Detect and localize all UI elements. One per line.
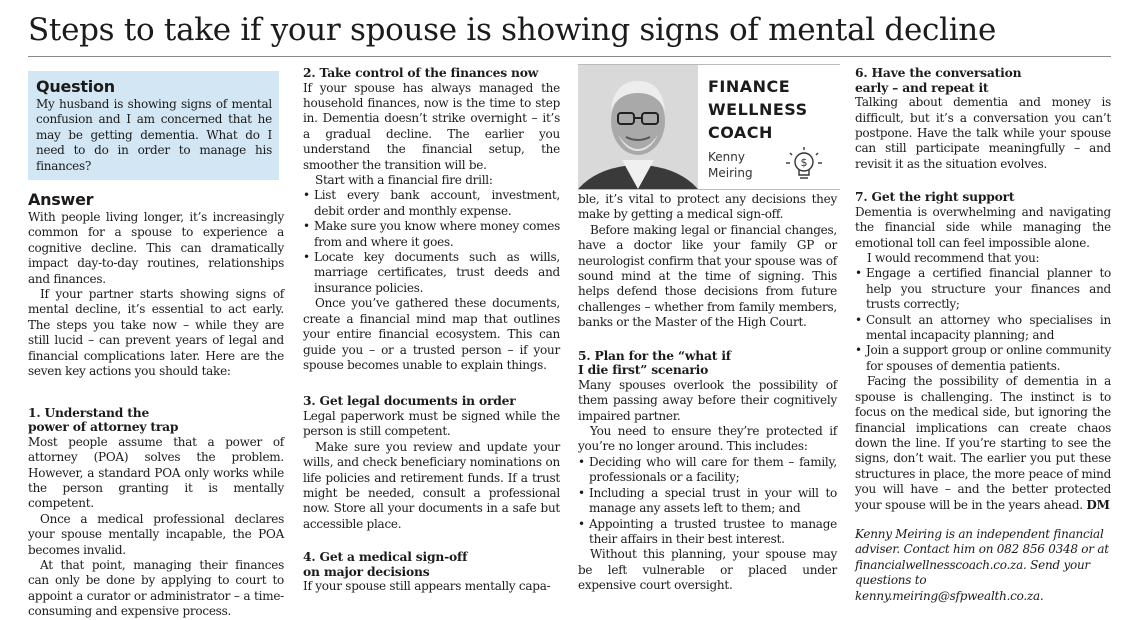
section-4-paragraph-1-start: If your spouse still appears mentally capa-	[303, 579, 551, 594]
list-item: • Engage a certified financial planner to help you structure your finances and trusts correctly;	[855, 266, 1111, 312]
list-item: • Make sure you know where money comes from and where it goes.	[303, 219, 560, 250]
section-7-paragraph-3	[855, 374, 1111, 513]
section-7-paragraph-3-text: Facing the possibility of dementia in a spouse is challenging. The instinct is to focus on the medical side, but ignoring the financial implications can create chaos down the line. If you’re starting to see the signs, don’t wait. The earlier you put these structures in place, the more peace of mind you will have – and the better protected your spouse will be in the years ahead.	[855, 374, 1111, 512]
section-7-paragraph-2: I would recommend that you:	[867, 251, 1040, 266]
question-label: Question	[36, 77, 115, 96]
section-3-paragraph-1: Legal paperwork must be signed while the person is still competent.	[303, 408, 560, 439]
answer-label: Answer	[28, 190, 94, 210]
section-2-paragraph-2: Start with a financial fire drill:	[315, 173, 493, 188]
coach-title-line-3: COACH	[708, 123, 773, 142]
headline-divider	[28, 56, 1111, 57]
section-5-heading-line-2: I die first” scenario	[578, 362, 709, 378]
article-headline: Steps to take if your spouse is showing signs of mental decline	[28, 12, 997, 48]
list-item: • Appointing a trusted trustee to manage their affairs in their best interest.	[578, 517, 837, 548]
section-1-paragraph-3: At that point, managing their finances can only be done by applying to court to appoint a curator or administrator – a time-consuming and expensive process.	[28, 557, 284, 619]
section-2-bullet-list	[303, 188, 560, 296]
answer-intro-paragraph: With people living longer, it’s increasingly common for a spouse to experience a cognitive decline. This can dramatically impact day-to-day routines, relationships and finances.	[28, 210, 284, 286]
section-6-heading-line-1: 6. Have the conversation	[855, 65, 1022, 80]
column-2	[303, 64, 560, 595]
list-item: • Join a support group or online community for spouses of dementia patients.	[855, 343, 1111, 374]
section-6-paragraph-1: Talking about dementia and money is difficult, but it’s a conversation you can’t postpone. Have the talk while your spouse can still participate meaningfully – and revisit it as the situation evolves.	[855, 95, 1111, 171]
section-2-paragraph-3: Once you’ve gathered these documents, create a financial mind map that outlines your entire financial ecosystem. This can guide you – or a trusted person – if your spouse becomes unable to explain things.	[303, 296, 560, 372]
coach-last-name: Meiring	[708, 166, 753, 180]
section-5-paragraph-1: Many spouses overlook the possibility of them passing away before their cognitively impaired partner.	[578, 377, 837, 423]
section-3-heading: 3. Get legal documents in order	[303, 393, 516, 409]
list-item: • List every bank account, investment, debit order and monthly expense.	[303, 188, 560, 219]
coach-title-line-1: FINANCE	[708, 77, 791, 96]
column-3	[578, 192, 837, 594]
list-item: • Deciding who will care for them – family, professionals or a facility;	[578, 455, 837, 486]
section-1-heading-line-1: 1. Understand the	[28, 404, 150, 420]
author-bio: Kenny Meiring is an independent financial adviser. Contact him on 082 856 0348 or at financialwellnesscoach.co.za. Send your questions to kenny.meiring@sfpwealth.co.za.	[855, 526, 1109, 603]
section-5-paragraph-2: You need to ensure they’re protected if you’re no longer around. This includes:	[578, 424, 837, 454]
section-5-paragraph-3: Without this planning, your spouse may be left vulnerable or placed under expensive court oversight.	[578, 547, 837, 593]
question-box	[28, 71, 279, 180]
coach-first-name: Kenny	[708, 150, 745, 164]
coach-title-line-2: WELLNESS	[708, 100, 808, 119]
answer-paragraph-2: If your partner starts showing signs of mental decline, it’s essential to act early. The steps you take now – while they are still lucid – can prevent years of legal and financial complications later. Here are the seven key actions you should take:	[28, 287, 284, 379]
list-item: • Locate key documents such as wills, marriage certificates, trust deeds and insurance policies.	[303, 250, 560, 296]
section-7-heading: 7. Get the right support	[855, 189, 1015, 205]
section-1-heading-line-2: power of attorney trap	[28, 419, 179, 435]
section-4-heading-line-2: on major decisions	[303, 563, 430, 579]
section-5-bullet-list	[578, 455, 837, 547]
question-text: My husband is showing signs of mental confusion and I am concerned that he may be getting dementia. What do I need to do in order to manage his finances?	[36, 97, 272, 173]
section-7-bullet-list	[855, 266, 1111, 374]
list-item: • Consult an attorney who specialises in mental incapacity planning; and	[855, 313, 1111, 344]
lightbulb-dollar-icon	[782, 145, 826, 189]
section-4-paragraph-2: Before making legal or financial changes, have a doctor like your family GP or neurologist confirm that your spouse was of sound mind at the time of signing. This helps defend those decisions from future challenges – whether from family members, banks or the Master of the High Court.	[578, 222, 837, 330]
coach-title	[708, 75, 808, 144]
section-6-heading-line-2: early – and repeat it	[855, 79, 989, 95]
svg-text:$: $	[800, 156, 808, 169]
finance-wellness-coach-box	[578, 64, 840, 190]
section-4-heading-line-1: 4. Get a medical sign-off	[303, 549, 468, 565]
section-2-heading: 2. Take control of the finances now	[303, 65, 539, 80]
section-4-paragraph-1-continued: ble, it’s vital to protect any decisions they make by getting a medical sign-off.	[578, 192, 837, 222]
section-1-paragraph-1: Most people assume that a power of attorney (POA) solves the problem. However, a standard POA only works while the person granting it is mentally competent.	[28, 434, 284, 511]
coach-name	[708, 149, 753, 181]
column-1	[28, 64, 284, 620]
section-2-paragraph-1: If your spouse has always managed the household finances, now is the time to step in. Dementia doesn’t strike overnight – it’s a gradual decline. The earlier you understand the financial setup, the smoother the transition will be.	[303, 80, 560, 172]
column-4	[855, 64, 1111, 604]
section-7-paragraph-1: Dementia is overwhelming and navigating the financial side while managing the emotional toll can feel impossible alone.	[855, 204, 1111, 250]
list-item: • Including a special trust in your will to manage any assets left to them; and	[578, 486, 837, 517]
section-5-heading-line-1: 5. Plan for the “what if	[578, 347, 731, 363]
author-photo	[578, 65, 698, 189]
section-3-paragraph-2: Make sure you review and update your wills, and check beneficiary nominations on life policies and retirement funds. If a trust might be needed, consult a professional now. Store all your documents in a safe but accessible place.	[303, 439, 560, 531]
author-sign-off: DM	[1086, 497, 1110, 512]
section-1-paragraph-2: Once a medical professional declares your spouse mentally incapable, the POA becomes invalid.	[28, 511, 284, 557]
